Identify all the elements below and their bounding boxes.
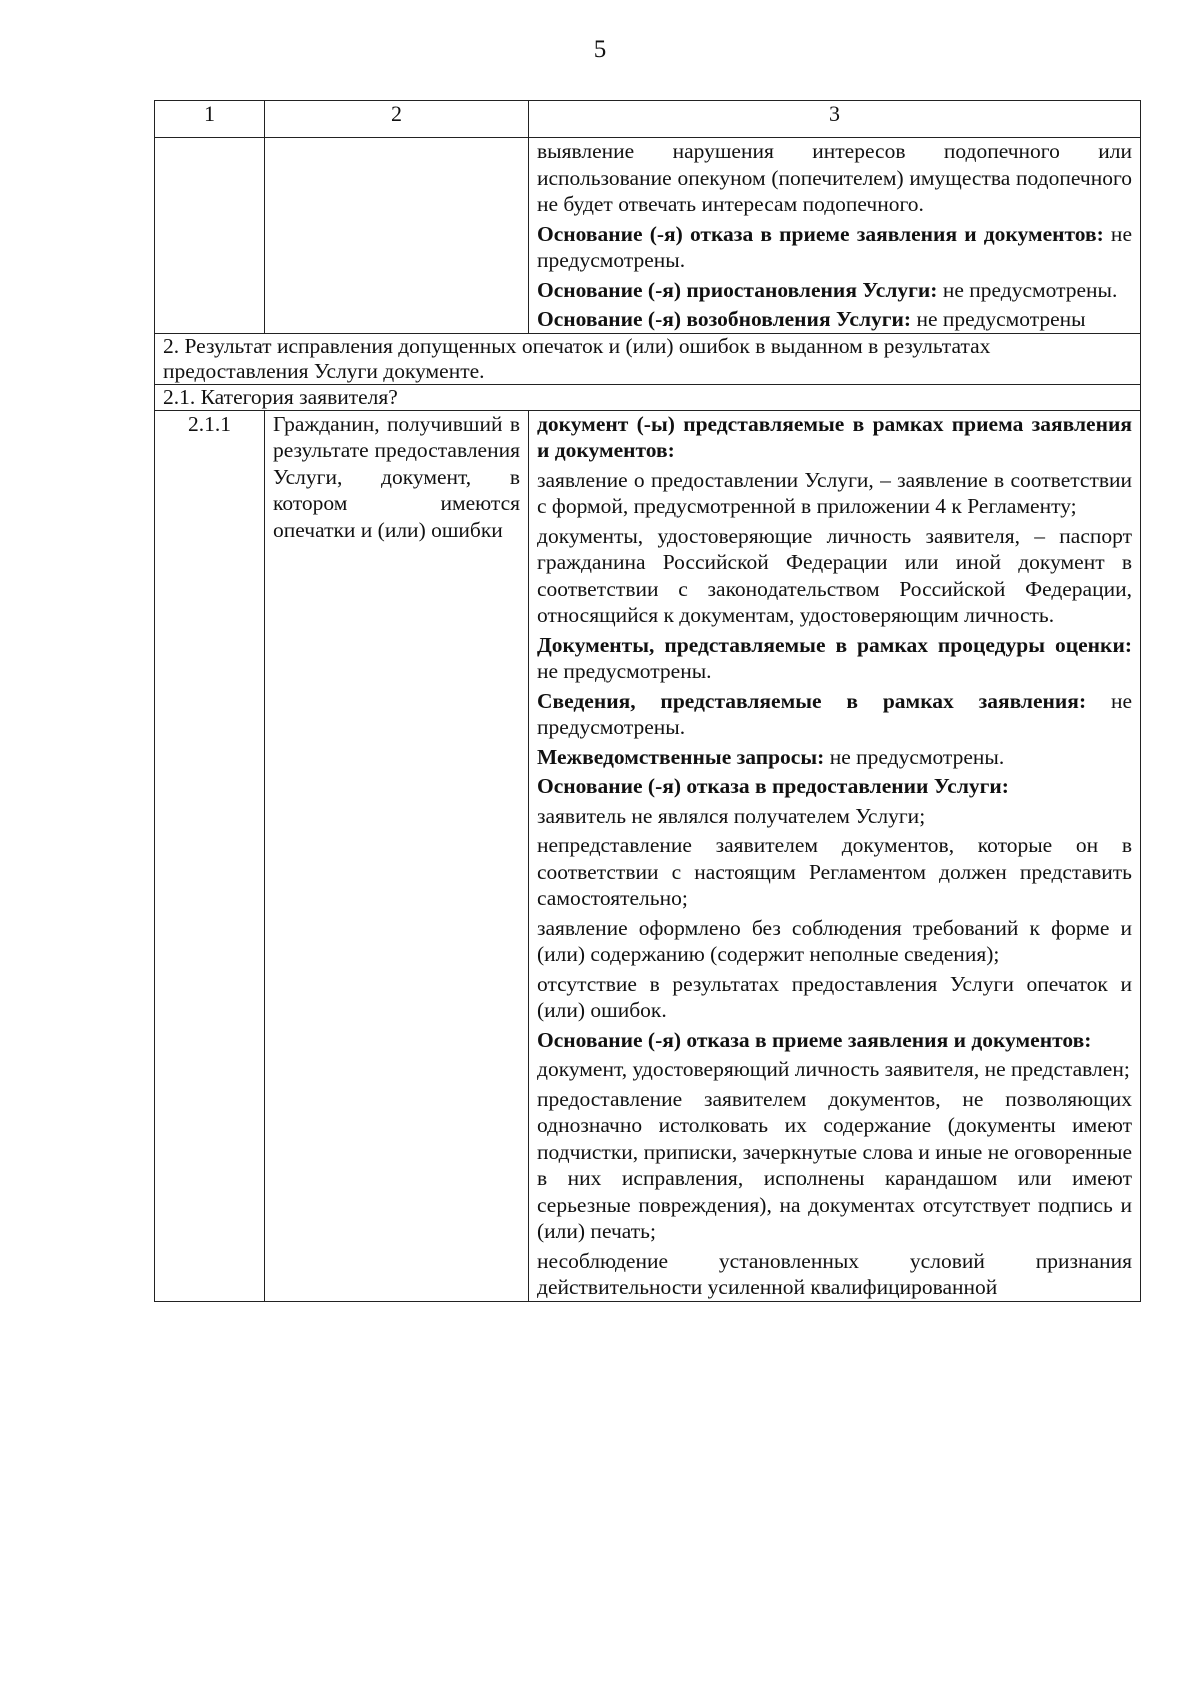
- paragraph: документы, удостоверяющие личность заявителя, – паспорт гражданина Российской Федерации или иной документ в соответствии с законодательством Российской Федерации, относящийся к документам, удостоверяющим личность.: [537, 523, 1132, 627]
- paragraph: Основание (-я) отказа в предоставлении Услуги:: [537, 774, 1009, 798]
- column-header-3: 3: [529, 101, 1141, 138]
- section-heading-row: [155, 333, 1141, 384]
- cell-row-number: 2.1.1: [155, 410, 265, 1301]
- column-header-1: 1: [155, 101, 265, 138]
- column-header-2: 2: [265, 101, 529, 138]
- paragraph: заявитель не являлся получателем Услуги;: [537, 803, 926, 828]
- paragraph: Сведения, представляемые в рамках заявления: не предусмотрены.: [537, 688, 1132, 739]
- paragraph: Документы, представляемые в рамках процедуры оценки: не предусмотрены.: [537, 632, 1132, 683]
- cell-documents-and-grounds: [529, 410, 1141, 1301]
- paragraph: Основание (-я) приостановления Услуги: не предусмотрены.: [537, 277, 1118, 302]
- paragraph: Основание (-я) возобновления Услуги: не предусмотрены: [537, 307, 1086, 331]
- cell-empty: [155, 138, 265, 334]
- paragraph: заявление о предоставлении Услуги, – заявление в соответствии с формой, предусмотренной в приложении 4 к Регламенту;: [537, 467, 1132, 518]
- subsection-heading-2-1: 2.1. Категория заявителя?: [155, 384, 1141, 410]
- paragraph: предоставление заявителем документов, не позволяющих однозначно истолковать их содержание (документы имеют подчистки, приписки, зачеркнутые слова и иные не оговоренные в них исправления, исполнены карандашом или имеют серьезные повреждения), на документах отсутствует подпись и (или) печать;: [537, 1086, 1132, 1243]
- cell-applicant-category: Гражданин, получивший в результате предоставления Услуги, документ, в котором имеются опечатки и (или) ошибки: [265, 410, 529, 1301]
- paragraph: несоблюдение установленных условий признания действительности усиленной квалифицированной: [537, 1248, 1132, 1299]
- cell-empty: [265, 138, 529, 334]
- cell-grounds-continuation: [529, 138, 1141, 334]
- regulation-table: [154, 100, 1141, 1302]
- table-row-2-1-1: [155, 410, 1141, 1301]
- table-row-continuation: [155, 138, 1141, 334]
- paragraph: документ, удостоверяющий личность заявителя, не представлен;: [537, 1057, 1130, 1081]
- paragraph: Межведомственные запросы: не предусмотрены.: [537, 744, 1005, 769]
- page-number: 5: [593, 36, 607, 63]
- paragraph: непредставление заявителем документов, которые он в соответствии с настоящим Регламентом должен представить самостоятельно;: [537, 833, 1132, 910]
- paragraph: заявление оформлено без соблюдения требований к форме и (или) содержанию (содержит неполные сведения);: [537, 915, 1132, 966]
- section-heading-2: 2. Результат исправления допущенных опечаток и (или) ошибок в выданном в результатах предоставления Услуги документе.: [155, 333, 1141, 384]
- paragraph: Основание (-я) отказа в приеме заявления и документов: не предусмотрены.: [537, 221, 1132, 272]
- paragraph: выявление нарушения интересов подопечного или использование опекуном (попечителем) имущества подопечного не будет отвечать интересам подопечного.: [537, 139, 1132, 216]
- paragraph: документ (-ы) представляемые в рамках приема заявления и документов:: [537, 411, 1132, 462]
- subsection-heading-row: [155, 384, 1141, 410]
- table-header-row: [155, 101, 1141, 138]
- paragraph: отсутствие в результатах предоставления Услуги опечаток и (или) ошибок.: [537, 971, 1132, 1022]
- paragraph: Основание (-я) отказа в приеме заявления и документов:: [537, 1027, 1092, 1052]
